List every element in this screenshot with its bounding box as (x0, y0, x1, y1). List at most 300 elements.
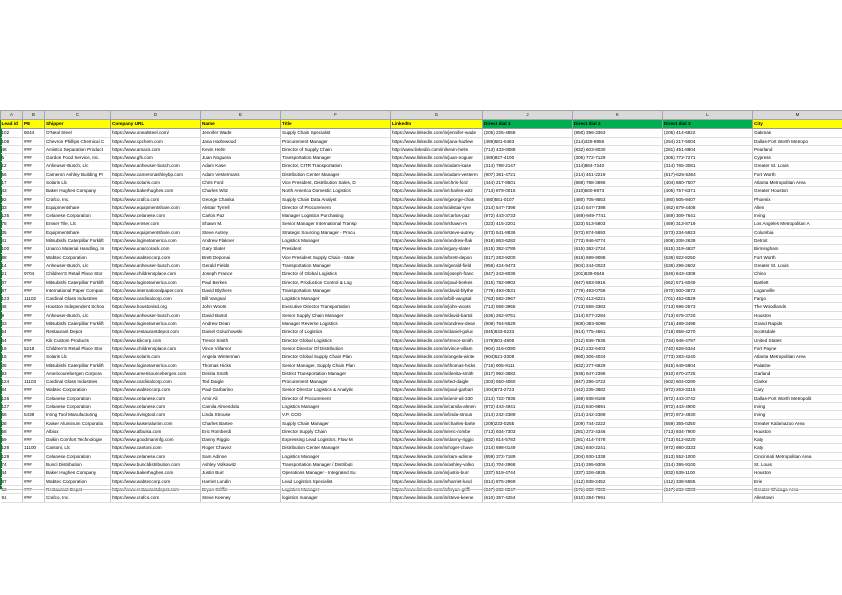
cell-company-url[interactable]: https://www.cameronashleybp.com (111, 170, 201, 178)
cell-city[interactable]: Greater Kalamazoo Area (753, 419, 842, 427)
cell-dd3[interactable]: (573) 234-5923 (663, 228, 753, 236)
cell-pe[interactable]: 11100 (23, 444, 45, 452)
cell-title[interactable]: Procurement Manager (281, 137, 391, 145)
cell-city[interactable]: Oakman (753, 129, 842, 137)
table-row[interactable] (1, 344, 842, 352)
cell-shipper[interactable]: International Paper Compan (45, 286, 111, 294)
cell-dd2[interactable]: (832) 603-8030 (573, 145, 663, 153)
cell-lead-id[interactable]: 124 (1, 378, 23, 386)
cell-linkedin[interactable]: https://www.linkedin.com/in/camila-almen (391, 403, 483, 411)
cell-dd1[interactable]: (469)827-4100 (483, 154, 573, 162)
cell-dd1[interactable]: (904)521-3308 (483, 353, 573, 361)
cell-title[interactable]: Director Global Supply Chain Plan (281, 353, 391, 361)
cell-shipper[interactable]: Kik Custom Products (45, 336, 111, 344)
cell-dd1[interactable]: (815) 782-9902 (483, 278, 573, 286)
cell-lead-id[interactable]: 108 (1, 137, 23, 145)
cell-lead-id[interactable]: 93 (1, 369, 23, 377)
cell-lead-id[interactable]: 125 (1, 212, 23, 220)
cell-dd1[interactable]: (314) 798-2147 (483, 162, 573, 170)
cell-pe[interactable]: ### (23, 386, 45, 394)
cell-dd2[interactable]: (610) 284-7591 (573, 494, 663, 502)
table-row[interactable] (1, 212, 842, 220)
cell-pe[interactable]: 5218 (23, 344, 45, 352)
cell-dd3[interactable]: (910) 670-2725 (663, 369, 753, 377)
cell-shipper[interactable]: Buncl Distribution (45, 461, 111, 469)
cell-pe[interactable]: ### (23, 369, 45, 377)
cell-linkedin[interactable]: https://www.linkedin.com/in/shawn-m (391, 220, 483, 228)
cell-shipper[interactable]: Albiox (45, 427, 111, 435)
cell-dd1[interactable]: (469)581-0483 (483, 137, 573, 145)
cell-dd2[interactable]: (860) 306-4034 (573, 353, 663, 361)
cell-city[interactable]: Irving (753, 212, 842, 220)
cell-linkedin[interactable]: https://www.linkedin.com/in/jana-hazlew (391, 137, 483, 145)
cell-linkedin[interactable]: https://www.linkedin.com/in/andrew-flak (391, 237, 483, 245)
cell-shipper[interactable]: Baker Hughes Company (45, 469, 111, 477)
cell-pe[interactable]: ### (23, 469, 45, 477)
cell-dd1[interactable]: (763) 582-2967 (483, 295, 573, 303)
table-row[interactable] (1, 419, 842, 427)
table-row[interactable] (1, 295, 842, 303)
cell-dd1[interactable]: (479)501-4806 (483, 336, 573, 344)
cell-company-url[interactable]: https://www.onealsteel.com/ (111, 129, 201, 137)
cell-shipper[interactable]: Anheuser-Busch, Llc (45, 162, 111, 170)
cell-dd2[interactable]: (469) 938-8186 (573, 394, 663, 402)
cell-company-url[interactable]: https://www.wabteccorp.com (111, 477, 201, 485)
cell-dd1[interactable]: (214) 547-7398 (483, 203, 573, 211)
cell-dd1[interactable]: (337) 519-4744 (483, 469, 573, 477)
cell-name[interactable]: Thomas Hicks (201, 361, 281, 369)
cell-shipper[interactable]: Wabtec Corporation (45, 386, 111, 394)
cell-pe[interactable]: 5438 (23, 411, 45, 419)
cell-company-url[interactable]: https://www.albuisa.com (111, 427, 201, 435)
cell-dd2[interactable]: (214) 451-2219 (573, 170, 663, 178)
cell-dd3[interactable]: (972) 972-4930 (663, 411, 753, 419)
cell-name[interactable]: Ashley Volkowitz (201, 461, 281, 469)
cell-dd3[interactable]: (615) 319-4637 (663, 245, 753, 253)
table-row[interactable] (1, 253, 842, 261)
cell-shipper[interactable]: Crafco, Inc. (45, 195, 111, 203)
cell-dd2[interactable]: (281) 414-7478 (573, 436, 663, 444)
table-row[interactable] (1, 261, 842, 269)
cell-city[interactable]: Cary (753, 386, 842, 394)
cell-dd2[interactable]: (305) 772-7129 (573, 154, 663, 162)
cell-linkedin[interactable]: https://www.linkedin.com/in/vince-villam (391, 344, 483, 352)
cell-company-url[interactable]: https://www.amacs.com (111, 145, 201, 153)
cell-dd3[interactable]: (713) 512-8220 (663, 436, 753, 444)
cell-lead-id[interactable]: 102 (1, 129, 23, 137)
cell-city[interactable]: Dallas-Fort Worth Metropo (753, 137, 842, 145)
cell-dd1[interactable]: (713) 879-0015 (483, 187, 573, 195)
cell-title[interactable]: Senior Supply Chain Manager (281, 311, 391, 319)
cell-title[interactable]: Logistics Manager (281, 452, 391, 460)
cell-shipper[interactable]: Equipmentshare (45, 228, 111, 236)
cell-dd2[interactable]: (573) 874-5893 (573, 228, 663, 236)
field-header-shipper[interactable]: Shipper (45, 120, 111, 129)
table-row[interactable] (1, 328, 842, 336)
cell-dd2[interactable]: (323) 513-5803 (573, 220, 663, 228)
cell-company-url[interactable]: https://www.solaris.com (111, 353, 201, 361)
cell-linkedin[interactable]: https://www.linkedin.com/in/roger-chave (391, 444, 483, 452)
cell-title[interactable]: Manager Logistics Purchasing (281, 212, 391, 220)
cell-pe[interactable]: ### (23, 253, 45, 261)
cell-linkedin[interactable]: https://www.linkedin.com/in/sam-adinne (391, 452, 483, 460)
cell-shipper[interactable]: Gordon Food Service, Inc. (45, 154, 111, 162)
cell-name[interactable]: Andrew Dean (201, 320, 281, 328)
cell-linkedin[interactable]: https://www.linkedin.com/in/daniel-goluc (391, 328, 483, 336)
cell-dd1[interactable]: (817) 992-3682 (483, 369, 573, 377)
cell-linkedin[interactable]: https://www.linkedin.com/in/eric-rombe (391, 427, 483, 435)
table-row[interactable] (1, 436, 842, 444)
cell-lead-id[interactable]: 58 (1, 427, 23, 435)
cell-pe[interactable]: ### (23, 311, 45, 319)
cell-company-url[interactable]: https://www.loginetamerica.com (111, 278, 201, 286)
cell-lead-id[interactable]: 46 (1, 303, 23, 311)
cell-city[interactable]: Greater St. Louis (753, 261, 842, 269)
column-header-k[interactable]: K (573, 111, 663, 120)
cell-shipper[interactable]: Wabtec Corporation (45, 253, 111, 261)
cell-dd1[interactable]: (845)633-5233 (483, 328, 573, 336)
cell-dd1[interactable]: (214) 722-7836 (483, 394, 573, 402)
cell-dd1[interactable]: (817) 283-9200 (483, 253, 573, 261)
cell-linkedin[interactable]: https://www.linkedin.com/in/ashley-volko (391, 461, 483, 469)
cell-pe[interactable]: ### (23, 187, 45, 195)
cell-name[interactable]: Paul Berkes (201, 278, 281, 286)
cell-city[interactable]: Fort Worth (753, 170, 842, 178)
cell-title[interactable]: Supply Chain Manager (281, 419, 391, 427)
cell-shipper[interactable]: O'Neal Steel (45, 129, 111, 137)
cell-pe[interactable]: ### (23, 328, 45, 336)
cell-city[interactable]: Houston (753, 427, 842, 435)
cell-name[interactable]: Paul Garbarino (201, 386, 281, 394)
cell-dd1[interactable]: (713) 433-0088 (483, 145, 573, 153)
cell-company-url[interactable]: https://www.celanese.com (111, 394, 201, 402)
cell-company-url[interactable]: https://www.gfs.com (111, 154, 201, 162)
field-header-lead-id[interactable]: Lead id (1, 120, 23, 129)
cell-company-url[interactable]: https://www.kikcorp.com (111, 336, 201, 344)
cell-title[interactable]: Director of Supply Chain (281, 145, 391, 153)
cell-company-url[interactable]: https://www.childrensplace.com (111, 270, 201, 278)
cell-dd3[interactable]: (716) 489-3498 (663, 320, 753, 328)
cell-dd3[interactable]: (305) 772-7271 (663, 154, 753, 162)
table-row[interactable] (1, 154, 842, 162)
cell-city[interactable]: Greater St. Louis (753, 162, 842, 170)
cell-lead-id[interactable]: 92 (1, 195, 23, 203)
cell-lead-id[interactable]: 5 (1, 154, 23, 162)
cell-dd2[interactable]: (615) 382-2724 (573, 245, 663, 253)
column-header-a[interactable]: A (1, 111, 23, 120)
cell-dd2[interactable]: (442) 235-3882 (573, 386, 663, 394)
cell-lead-id[interactable]: 15 (1, 353, 23, 361)
cell-dd3[interactable]: (469) 309-7641 (663, 212, 753, 220)
cell-dd2[interactable]: (480) 705-9553 (573, 195, 663, 203)
cell-name[interactable]: Danny Riggio (201, 436, 281, 444)
cell-company-url[interactable]: https://www.anheuser-busch.com (111, 261, 201, 269)
field-header-city[interactable]: City (753, 120, 842, 129)
cell-dd3[interactable]: (462) 879-4408 (663, 203, 753, 211)
cell-pe[interactable]: ### (23, 427, 45, 435)
cell-dd3[interactable]: (773) 283-4240 (663, 353, 753, 361)
cell-name[interactable]: Gary Slater (201, 245, 281, 253)
cell-company-url[interactable]: https://www.kaiseralumin.com (111, 419, 201, 427)
cell-shipper[interactable]: Children'S Retail Place Stor (45, 270, 111, 278)
cell-title[interactable]: Director of Procurement (281, 394, 391, 402)
cell-city[interactable]: Greater Houston (753, 187, 842, 195)
cell-dd1[interactable]: (713) 934-7303 (483, 427, 573, 435)
cell-title[interactable]: Senior Manager, Supply Chain Plan (281, 361, 391, 369)
cell-lead-id[interactable]: 56 (1, 170, 23, 178)
cell-lead-id[interactable]: 129 (1, 452, 23, 460)
cell-linkedin[interactable]: https://www.linkedin.com/in/trevor-smith (391, 336, 483, 344)
table-row[interactable] (1, 237, 842, 245)
cell-dd3[interactable]: (713) 696-2573 (663, 303, 753, 311)
table-row[interactable] (1, 245, 842, 253)
cell-name[interactable]: John Woots (201, 303, 281, 311)
table-row[interactable] (1, 286, 842, 294)
cell-pe[interactable]: ### (23, 361, 45, 369)
cell-linkedin[interactable]: https://www.linkedin.com/in/adam-vesterm (391, 170, 483, 178)
table-row[interactable] (1, 394, 842, 402)
cell-dd3[interactable]: (662) 571-6049 (663, 278, 753, 286)
cell-pe[interactable]: ### (23, 394, 45, 402)
cell-dd2[interactable]: (912) 232-6403 (573, 344, 663, 352)
cell-title[interactable]: logistics manager (281, 494, 391, 502)
cell-lead-id[interactable]: 43 (1, 187, 23, 195)
cell-dd2[interactable]: (936) 647-2396 (573, 369, 663, 377)
table-row[interactable] (1, 361, 842, 369)
cell-dd3[interactable]: (254) 217-5004 (663, 137, 753, 145)
cell-dd1[interactable]: (323) 415-2201 (483, 220, 573, 228)
cell-dd2[interactable]: (214) 547-7398 (573, 203, 663, 211)
cell-shipper[interactable]: Cantoni, Llc (45, 444, 111, 452)
cell-shipper[interactable]: Daikin Comfort Technologie (45, 436, 111, 444)
cell-company-url[interactable]: https://www.solaris.com (111, 178, 201, 186)
cell-linkedin[interactable]: https://www.linkedin.com/in/thomas-hicks (391, 361, 483, 369)
cell-city[interactable]: Bartlett (753, 278, 842, 286)
cell-pe[interactable]: ### (23, 245, 45, 253)
cell-dd3[interactable]: (404) 880-7507 (663, 178, 753, 186)
cell-name[interactable]: Steve Keeney (201, 494, 281, 502)
cell-city[interactable]: Clarke (753, 378, 842, 386)
cell-company-url[interactable]: https://www.anheuser-busch.com (111, 162, 201, 170)
cell-title[interactable]: Manager Reverse Logistics (281, 320, 391, 328)
cell-dd1[interactable]: (610) 357-4254 (483, 494, 573, 502)
cell-city[interactable]: Katy (753, 436, 842, 444)
cell-company-url[interactable]: https://www.equipmentshare.com (111, 228, 201, 236)
cell-shipper[interactable]: Celanese Corporation (45, 452, 111, 460)
cell-dd2[interactable]: (312) 836-7535 (573, 336, 663, 344)
cell-linkedin[interactable]: https://www.linkedin.com/in/andrew-dean (391, 320, 483, 328)
cell-linkedin[interactable]: https://www.linkedin.com/in/george-chas (391, 195, 483, 203)
cell-dd2[interactable]: (214) 840-9891 (573, 403, 663, 411)
column-header-e[interactable]: E (201, 111, 281, 120)
cell-dd2[interactable]: (847) 296-3722 (573, 378, 663, 386)
cell-pe[interactable]: ### (23, 170, 45, 178)
cell-lead-id[interactable]: 100 (1, 245, 23, 253)
cell-dd1[interactable]: (303) 550-4060 (483, 378, 573, 386)
cell-pe[interactable]: ### (23, 320, 45, 328)
cell-dd3[interactable]: (832) 539-1100 (663, 469, 753, 477)
cell-lead-id[interactable]: 68 (1, 411, 23, 419)
table-row[interactable] (1, 353, 842, 361)
cell-pe[interactable]: ### (23, 220, 45, 228)
cell-lead-id[interactable]: 33 (1, 320, 23, 328)
cell-shipper[interactable]: Children'S Retail Place Stor (45, 344, 111, 352)
cell-dd3[interactable]: (815) 649-5804 (663, 361, 753, 369)
cell-dd1[interactable]: (716) 905-9111 (483, 361, 573, 369)
cell-company-url[interactable]: https://www.cardinalcorp.com (111, 378, 201, 386)
cell-pe[interactable]: ### (23, 452, 45, 460)
cell-name[interactable]: David Bartol (201, 311, 281, 319)
cell-shipper[interactable]: Mitsubishi Caterpillar Forklift (45, 320, 111, 328)
table-row[interactable] (1, 228, 842, 236)
table-row[interactable] (1, 477, 842, 485)
cell-dd1[interactable]: (209)233-0255 (483, 419, 573, 427)
cell-title[interactable]: District Transportation Manager (281, 369, 391, 377)
cell-title[interactable]: Transportation Manager (281, 154, 391, 162)
cell-city[interactable]: Palatine (753, 361, 842, 369)
cell-shipper[interactable]: Mitsubishi Caterpillar Forklift (45, 237, 111, 245)
cell-dd3[interactable] (663, 494, 753, 502)
column-header-g[interactable]: G (391, 111, 483, 120)
cell-name[interactable]: Alistair Tyrrell (201, 203, 281, 211)
cell-company-url[interactable]: https://www.bakerhughes.com (111, 469, 201, 477)
cell-company-url[interactable]: https://www.crafco.com (111, 494, 201, 502)
cell-shipper[interactable]: Anheuser-Busch, Llc (45, 261, 111, 269)
cell-city[interactable]: Allen (753, 203, 842, 211)
cell-lead-id[interactable]: 21 (1, 270, 23, 278)
cell-name[interactable]: Charles Witz (201, 187, 281, 195)
cell-dd2[interactable]: (281) 840-2241 (573, 444, 663, 452)
cell-city[interactable]: Katy (753, 444, 842, 452)
cell-linkedin[interactable]: https://www.linkedin.com/in/danny-riggio (391, 436, 483, 444)
cell-title[interactable]: Transportation Manager (281, 286, 391, 294)
field-header-company-url[interactable]: Company URL (111, 120, 201, 129)
cell-title[interactable]: Logistics Manager (281, 237, 391, 245)
cell-lead-id[interactable]: 12 (1, 162, 23, 170)
cell-company-url[interactable]: https://www.cantoni.com (111, 444, 201, 452)
cell-dd3[interactable]: (870) 500-3672 (663, 286, 753, 294)
cell-pe[interactable]: ### (23, 278, 45, 286)
table-row[interactable] (1, 220, 842, 228)
cell-title[interactable]: North America Domestic Logistics (281, 187, 391, 195)
cell-name[interactable]: Trevor Smith (201, 336, 281, 344)
cell-name[interactable]: Steve Autrey (201, 228, 281, 236)
cell-lead-id[interactable]: 84 (1, 386, 23, 394)
table-row[interactable] (1, 195, 842, 203)
cell-linkedin[interactable]: https://www.linkedin.com/in/steve-keene (391, 494, 483, 502)
cell-dd1[interactable]: (859) 372-7189 (483, 452, 573, 460)
table-row[interactable] (1, 145, 842, 153)
cell-dd3[interactable]: (412) 338-5555 (663, 477, 753, 485)
cell-company-url[interactable]: https://www.emser.com (111, 220, 201, 228)
cell-dd3[interactable]: (972) 443-4900 (663, 403, 753, 411)
cell-name[interactable]: Camila Almendola (201, 403, 281, 411)
cell-shipper[interactable]: Solaris Llc (45, 353, 111, 361)
cell-pe[interactable]: ### (23, 461, 45, 469)
cell-dd3[interactable]: (559) 355-0350 (663, 419, 753, 427)
table-row[interactable] (1, 336, 842, 344)
cell-pe[interactable]: 11103 (23, 378, 45, 386)
cell-dd1[interactable]: (908) 764-5529 (483, 320, 573, 328)
cell-title[interactable]: Transportation Manager (281, 261, 391, 269)
cell-title[interactable]: Director Supply Chain (281, 427, 391, 435)
cell-dd2[interactable]: (304) 930-1338 (573, 452, 663, 460)
table-row[interactable] (1, 403, 842, 411)
cell-lead-id[interactable]: 126 (1, 394, 23, 402)
cell-dd2[interactable]: (713) 556-3383 (573, 303, 663, 311)
cell-shipper[interactable]: Solaris Llc (45, 178, 111, 186)
cell-lead-id[interactable]: 74 (1, 461, 23, 469)
cell-company-url[interactable]: https://www.loginetamerica.com (111, 361, 201, 369)
cell-shipper[interactable]: Houston Independent Schoo (45, 303, 111, 311)
cell-dd3[interactable]: (734) 945-4797 (663, 336, 753, 344)
field-header-dd2[interactable]: Direct dial 2 (573, 120, 663, 129)
cell-lead-id[interactable]: 41 (1, 237, 23, 245)
cell-name[interactable]: Chris Ford (201, 178, 281, 186)
cell-pe[interactable]: ### (23, 261, 45, 269)
cell-dd1[interactable]: (907) 361-4721 (483, 170, 573, 178)
cell-dd1[interactable]: (847) 243-6036 (483, 270, 573, 278)
cell-lead-id[interactable]: 38 (1, 361, 23, 369)
cell-dd1[interactable]: (814) 875-2969 (483, 477, 573, 485)
cell-pe[interactable]: ### (23, 145, 45, 153)
cell-city[interactable]: Dallas-Fort Worth Metropolit (753, 394, 842, 402)
cell-linkedin[interactable]: https://www.linkedin.com/in/steve-autrey (391, 228, 483, 236)
cell-dd3[interactable]: (281) 451-8804 (663, 145, 753, 153)
cell-company-url[interactable]: https://www.cardinalcorp.com (111, 295, 201, 303)
cell-city[interactable]: Fargo (753, 295, 842, 303)
cell-lead-id[interactable]: 87 (1, 477, 23, 485)
cell-name[interactable]: Bill Vangsal (201, 295, 281, 303)
cell-dd3[interactable]: (314) 395-9100 (663, 461, 753, 469)
column-header-b[interactable]: B (23, 111, 45, 120)
cell-dd1[interactable]: (480)551-0107 (483, 195, 573, 203)
table-row[interactable] (1, 170, 842, 178)
cell-dd3[interactable]: (713) 678-3720 (663, 311, 753, 319)
cell-name[interactable]: Sam Adinne (201, 452, 281, 460)
cell-pe[interactable]: ### (23, 137, 45, 145)
cell-name[interactable]: Harriet Lundin (201, 477, 281, 485)
field-header-dd1[interactable]: Direct dial 1 (483, 120, 573, 129)
table-row[interactable] (1, 411, 842, 419)
cell-dd1[interactable]: (832) 814-5783 (483, 436, 573, 444)
cell-city[interactable]: St. Louis (753, 461, 842, 469)
cell-dd2[interactable]: (310)560-6973 (573, 187, 663, 195)
cell-dd1[interactable]: (314) 704-2968 (483, 461, 573, 469)
cell-pe[interactable]: ### (23, 303, 45, 311)
cell-city[interactable]: Loganville (753, 286, 842, 294)
cell-lead-id[interactable]: 91 (1, 494, 23, 502)
cell-city[interactable]: The Woodlands (753, 303, 842, 311)
cell-city[interactable]: Allentown (753, 494, 842, 502)
cell-shipper[interactable]: Restaurant Depot (45, 328, 111, 336)
table-row[interactable] (1, 386, 842, 394)
cell-lead-id[interactable]: 54 (1, 328, 23, 336)
cell-linkedin[interactable]: https://www.linkedin.com/in/paul-garbari (391, 386, 483, 394)
cell-dd3[interactable]: (469) 313-8719 (663, 220, 753, 228)
cell-company-url[interactable]: https://www.wabteccorp.com (111, 253, 201, 261)
cell-pe[interactable]: ### (23, 353, 45, 361)
cell-dd2[interactable]: (701) 412-6221 (573, 295, 663, 303)
cell-title[interactable]: Vice President, Distribution Sales, D (281, 178, 391, 186)
cell-pe[interactable]: 6044 (23, 129, 45, 137)
cell-dd2[interactable]: (412) 838-2452 (573, 477, 663, 485)
cell-title[interactable]: Expressing Lead Logistics, Flow M (281, 436, 391, 444)
table-row[interactable] (1, 469, 842, 477)
cell-dd2[interactable]: (469)-949-7741 (573, 212, 663, 220)
cell-title[interactable]: President (281, 245, 391, 253)
cell-linkedin[interactable]: https://www.linkedin.com/in/chris-ford (391, 178, 483, 186)
